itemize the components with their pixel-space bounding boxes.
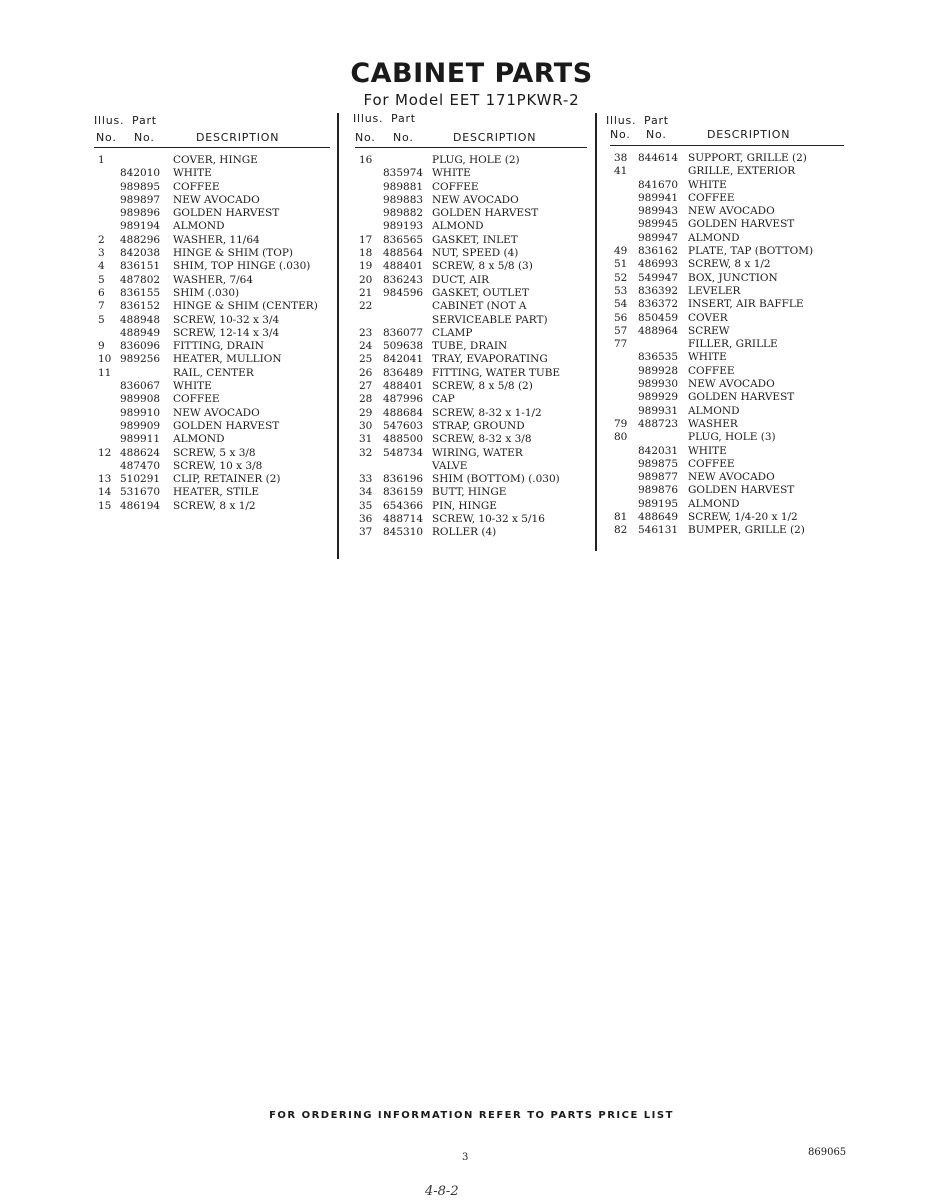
part-description: ALMOND [688,231,740,244]
illus-number: 33 [359,473,373,486]
part-description: SCREW, 8 x 1/2 [173,499,256,512]
part-number: 836096 [120,340,161,353]
part-description: TUBE, DRAIN [432,340,508,353]
part-number: 548734 [383,446,424,459]
part-description: RAIL, CENTER [173,366,254,379]
illus-number: 53 [614,284,628,297]
part-number: 989195 [638,497,679,510]
part-number: 989895 [120,180,161,193]
part-description: COFFEE [688,364,735,377]
part-number: 989883 [383,193,424,206]
part-number: 836196 [383,473,424,486]
illus-number: 38 [614,152,628,164]
header-rule [94,147,330,148]
illus-number: 21 [359,286,373,299]
part-description: COFFEE [432,180,479,193]
part-description: BUTT, HINGE [432,486,507,499]
part-number: 989896 [120,207,161,220]
model-subtitle: For Model EET 171PKWR-2 [363,91,580,109]
part-number: 989909 [120,419,161,432]
part-description: WHITE [173,167,212,180]
part-description: GOLDEN HARVEST [173,419,280,432]
page-number: 3 [462,1152,469,1163]
illus-header-1: Illus. [606,114,637,127]
header-rule [355,147,587,148]
part-number: 844614 [638,152,679,164]
part-number: 989256 [120,353,161,366]
part-description: FILLER, GRILLE [688,338,778,351]
illus-number: 1 [98,154,105,166]
part-number: 989941 [638,191,679,204]
part-number: 989931 [638,404,679,417]
illus-number: 6 [98,286,105,299]
part-description: WHITE [688,178,727,191]
part-description: COFFEE [173,393,220,406]
illus-number: 34 [359,486,373,499]
illus-number: 82 [614,524,628,537]
part-description: TRAY, EVAPORATING [432,353,548,366]
part-header-1: Part [391,112,416,125]
part-description: FITTING, WATER TUBE [432,366,561,379]
part-description: CABINET (NOT A [432,300,527,313]
part-number: 989930 [638,378,679,391]
part-number: 989881 [383,180,424,193]
part-number: 488964 [638,324,679,337]
part-number: 510291 [120,473,161,486]
part-number: 989877 [638,471,679,484]
illus-number: 24 [359,340,373,353]
part-number: 487802 [120,273,161,286]
part-description: NEW AVOCADO [173,406,260,419]
part-number: 836392 [638,284,679,297]
part-header-2: No. [134,131,155,144]
illus-number: 18 [359,247,373,260]
part-number: 836162 [638,245,679,258]
illus-number: 27 [359,380,373,393]
part-number: 488401 [383,260,424,273]
description-header: DESCRIPTION [453,131,537,144]
part-description: ALMOND [688,404,740,417]
part-description: ALMOND [688,497,740,510]
illus-number: 15 [98,499,112,512]
illus-number: 36 [359,513,373,526]
part-number: 654366 [383,499,424,512]
illus-number: 32 [359,446,373,459]
illus-number: 37 [359,526,373,539]
illus-number: 51 [614,258,628,271]
part-description: GOLDEN HARVEST [688,218,795,231]
part-number: 488949 [120,326,161,339]
part-description: LEVELER [688,284,741,297]
part-description: BOX, JUNCTION [688,271,778,284]
part-number: 546131 [638,524,679,537]
part-description: WHITE [688,444,727,457]
part-number: 989876 [638,484,679,497]
illus-number: 10 [98,353,112,366]
illus-number: 80 [614,431,628,444]
illus-number: 56 [614,311,628,324]
part-description: SCREW, 5 x 3/8 [173,446,256,459]
part-description: HEATER, MULLION [173,353,282,366]
part-description: PIN, HINGE [432,499,497,512]
part-number: 842038 [120,247,161,260]
part-header-1: Part [132,114,157,127]
part-number: 989194 [120,220,161,233]
part-number: 488723 [638,417,679,430]
part-description: GRILLE, EXTERIOR [688,165,796,178]
part-description: NUT, SPEED (4) [432,247,519,260]
illus-number: 2 [98,233,105,246]
part-description: ALMOND [173,220,225,233]
part-description: WHITE [432,167,471,180]
part-number: 836159 [383,486,424,499]
part-number: 549947 [638,271,679,284]
part-number: 842031 [638,444,679,457]
part-description: SCREW, 8-32 x 3/8 [432,433,532,446]
part-description: SHIM (BOTTOM) (.030) [432,473,560,486]
part-description: WIRING, WATER [432,446,523,459]
part-description: SCREW, 10 x 3/8 [173,459,263,472]
part-description: SCREW [688,324,730,337]
illus-number: 41 [614,165,628,178]
part-number: 989908 [120,393,161,406]
part-description: COVER [688,311,728,324]
part-number: 486993 [638,258,679,271]
part-number: 836152 [120,300,161,313]
part-description: GOLDEN HARVEST [688,484,795,497]
part-description: CLAMP [432,326,473,339]
illus-number: 20 [359,273,373,286]
part-description: HEATER, STILE [173,486,260,499]
part-number: 487996 [383,393,424,406]
part-description: NEW AVOCADO [432,193,519,206]
part-description: SCREW, 8 x 5/8 (2) [432,380,533,393]
part-header-1: Part [644,114,669,127]
part-description: FITTING, DRAIN [173,340,264,353]
part-number: 989875 [638,457,679,470]
part-number: 989929 [638,391,679,404]
part-description: DUCT, AIR [432,273,490,286]
part-description: PLUG, HOLE (2) [432,154,520,166]
part-number: 841670 [638,178,679,191]
illus-header-2: No. [96,131,117,144]
column-divider-2 [595,113,597,551]
part-description: GASKET, OUTLET [432,286,529,299]
part-number: 488624 [120,446,161,459]
part-number: 835974 [383,167,424,180]
illus-header-2: No. [610,128,631,141]
illus-number: 19 [359,260,373,273]
part-number: 989897 [120,193,161,206]
illus-header-1: Illus. [94,114,125,127]
part-description: GOLDEN HARVEST [688,391,795,404]
part-description: WHITE [688,351,727,364]
illus-number: 81 [614,511,628,524]
part-number: 488564 [383,247,424,260]
part-description: COFFEE [688,457,735,470]
handwritten-mark: 4-8-2 [425,1184,459,1199]
illus-number: 17 [359,233,373,246]
part-description: SERVICEABLE PART) [432,313,548,326]
part-number: 509638 [383,340,424,353]
part-description: GOLDEN HARVEST [173,207,280,220]
part-description: COFFEE [688,191,735,204]
illus-number: 54 [614,298,628,311]
illus-number: 57 [614,324,628,337]
part-number: 836077 [383,326,424,339]
description-header: DESCRIPTION [707,128,791,141]
part-number: 850459 [638,311,679,324]
part-number: 989882 [383,207,424,220]
part-description: GOLDEN HARVEST [432,207,539,220]
part-description: SCREW, 8-32 x 1-1/2 [432,406,542,419]
part-description: NEW AVOCADO [688,205,775,218]
part-description: SUPPORT, GRILLE (2) [688,152,807,164]
part-description: ALMOND [173,433,225,446]
illus-number: 28 [359,393,373,406]
part-description: INSERT, AIR BAFFLE [688,298,804,311]
part-description: BUMPER, GRILLE (2) [688,524,805,537]
part-description: CAP [432,393,455,406]
part-description: COFFEE [173,180,220,193]
illus-header-2: No. [355,131,376,144]
part-number: 531670 [120,486,161,499]
part-description: STRAP, GROUND [432,419,525,432]
part-number: 836067 [120,380,161,393]
part-number: 989911 [120,433,161,446]
illus-number: 4 [98,260,105,273]
illus-number: 9 [98,340,105,353]
header-rule [610,145,844,146]
part-number: 989910 [120,406,161,419]
illus-number: 29 [359,406,373,419]
part-description: NEW AVOCADO [688,378,775,391]
part-description: HINGE & SHIM (CENTER) [173,300,318,313]
part-description: SCREW, 1/4-20 x 1/2 [688,511,798,524]
part-number: 842010 [120,167,161,180]
illus-number: 7 [98,300,105,313]
part-number: 842041 [383,353,424,366]
part-description: SHIM (.030) [173,286,240,299]
description-header: DESCRIPTION [196,131,280,144]
part-number: 989943 [638,205,679,218]
part-description: PLATE, TAP (BOTTOM) [688,245,814,258]
part-number: 488296 [120,233,161,246]
part-number: 488684 [383,406,424,419]
illus-number: 23 [359,326,373,339]
part-number: 989193 [383,220,424,233]
part-number: 547603 [383,419,424,432]
part-description: GASKET, INLET [432,233,518,246]
illus-number: 52 [614,271,628,284]
illus-number: 12 [98,446,112,459]
part-description: VALVE [432,459,468,472]
illus-number: 5 [98,313,105,326]
part-number: 488948 [120,313,161,326]
part-number: 836155 [120,286,161,299]
part-number: 836565 [383,233,424,246]
part-number: 487470 [120,459,161,472]
illus-number: 14 [98,486,112,499]
part-description: SCREW, 8 x 1/2 [688,258,771,271]
illus-number: 25 [359,353,373,366]
illus-number: 49 [614,245,628,258]
illus-number: 30 [359,419,373,432]
page-title: CABINET PARTS [350,58,593,89]
part-description: CLIP, RETAINER (2) [173,473,281,486]
part-description: SHIM, TOP HINGE (.030) [173,260,311,273]
part-description: ALMOND [432,220,484,233]
part-header-2: No. [646,128,667,141]
part-number: 488401 [383,380,424,393]
part-description: ROLLER (4) [432,526,497,539]
illus-number: 26 [359,366,373,379]
part-number: 488649 [638,511,679,524]
part-description: WASHER [688,417,738,430]
part-number: 836535 [638,351,679,364]
part-number: 989945 [638,218,679,231]
illus-number: 31 [359,433,373,446]
part-number: 836151 [120,260,161,273]
illus-header-1: Illus. [353,112,384,125]
part-description: NEW AVOCADO [688,471,775,484]
part-header-2: No. [393,131,414,144]
part-description: WASHER, 11/64 [173,233,260,246]
part-number: 836489 [383,366,424,379]
part-description: WASHER, 7/64 [173,273,254,286]
part-number: 989928 [638,364,679,377]
illus-number: 3 [98,247,105,260]
illus-number: 16 [359,154,373,166]
part-description: NEW AVOCADO [173,193,260,206]
part-number: 488500 [383,433,424,446]
part-description: WHITE [173,380,212,393]
part-number: 989947 [638,231,679,244]
part-description: HINGE & SHIM (TOP) [173,247,294,260]
part-description: SCREW, 12-14 x 3/4 [173,326,280,339]
ordering-info-footer: FOR ORDERING INFORMATION REFER TO PARTS PRICE LIST [269,1110,674,1121]
illus-number: 35 [359,499,373,512]
illus-number: 22 [359,300,373,313]
part-description: COVER, HINGE [173,154,258,166]
part-number: 486194 [120,499,161,512]
illus-number: 13 [98,473,112,486]
illus-number: 11 [98,366,112,379]
part-description: SCREW, 8 x 5/8 (3) [432,260,533,273]
part-number: 984596 [383,286,424,299]
part-number: 488714 [383,513,424,526]
part-description: SCREW, 10-32 x 3/4 [173,313,280,326]
document-number: 869065 [808,1147,847,1158]
part-number: 836372 [638,298,679,311]
part-number: 845310 [383,526,424,539]
column-divider-1 [337,113,339,559]
part-description: SCREW, 10-32 x 5/16 [432,513,545,526]
part-description: PLUG, HOLE (3) [688,431,776,444]
illus-number: 5 [98,273,105,286]
illus-number: 77 [614,338,628,351]
illus-number: 79 [614,417,628,430]
part-number: 836243 [383,273,424,286]
